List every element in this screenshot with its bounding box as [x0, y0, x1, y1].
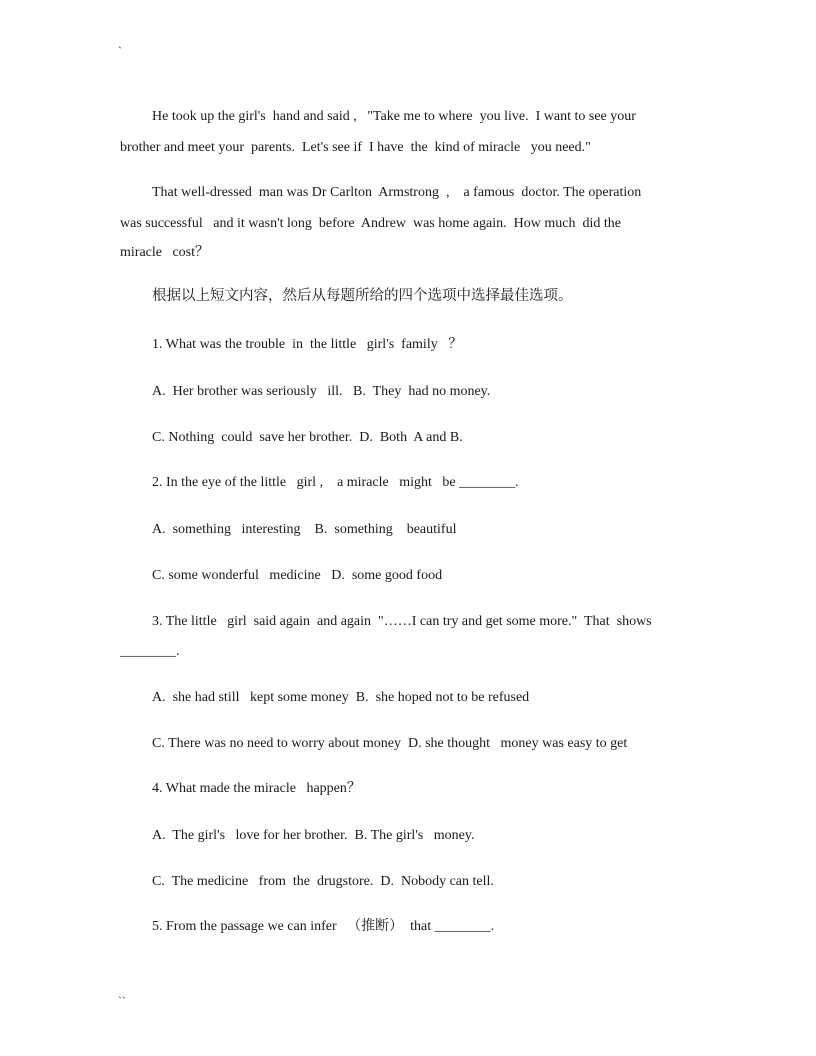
- question-options-line: A. The girl's love for her brother. B. The girl's money.: [152, 828, 475, 843]
- passage-p1-line2: brother and meet your parents. Let's see if I have the kind of miracle you need.": [120, 140, 591, 155]
- passage-p2-line1: That well-dressed man was Dr Carlton Armstrong , a famous doctor. The operation: [152, 185, 642, 200]
- question-stem-continuation: ________.: [120, 644, 180, 659]
- top-margin-mark: `: [118, 44, 122, 58]
- question-stem: 5. From the passage we can infer （推断） that ________.: [152, 919, 495, 934]
- passage-p2-line2: was successful and it wasn't long before Andrew was home again. How much did the: [120, 216, 621, 231]
- question-options-line: A. she had still kept some money B. she hoped not to be refused: [152, 690, 530, 705]
- question-options-line: A. Her brother was seriously ill. B. They had no money.: [152, 384, 491, 399]
- question-stem: 1. What was the trouble in the little girl's family ？: [152, 337, 463, 352]
- question-options-line: A. something interesting B. something beautiful: [152, 522, 457, 537]
- passage-p1-line1: He took up the girl's hand and said , "Take me to where you live. I want to see your: [152, 109, 636, 124]
- passage-p2-line3: miracle cost？: [120, 245, 210, 260]
- question-options-line: C. There was no need to worry about money D. she thought money was easy to get: [152, 736, 628, 751]
- question-options-line: C. some wonderful medicine D. some good food: [152, 568, 443, 583]
- bottom-margin-mark: ``: [118, 994, 126, 1008]
- question-stem: 2. In the eye of the little girl , a miracle might be ________.: [152, 475, 519, 490]
- question-options-line: C. The medicine from the drugstore. D. Nobody can tell.: [152, 874, 494, 889]
- question-stem: 3. The little girl said again and again "……I can try and get some more." That shows: [152, 614, 652, 629]
- question-stem: 4. What made the miracle happen？: [152, 781, 361, 796]
- question-options-line: C. Nothing could save her brother. D. Both A and B.: [152, 430, 463, 445]
- instruction-text: 根据以上短文内容，然后从每题所给的四个选项中选择最佳选项。: [152, 288, 573, 304]
